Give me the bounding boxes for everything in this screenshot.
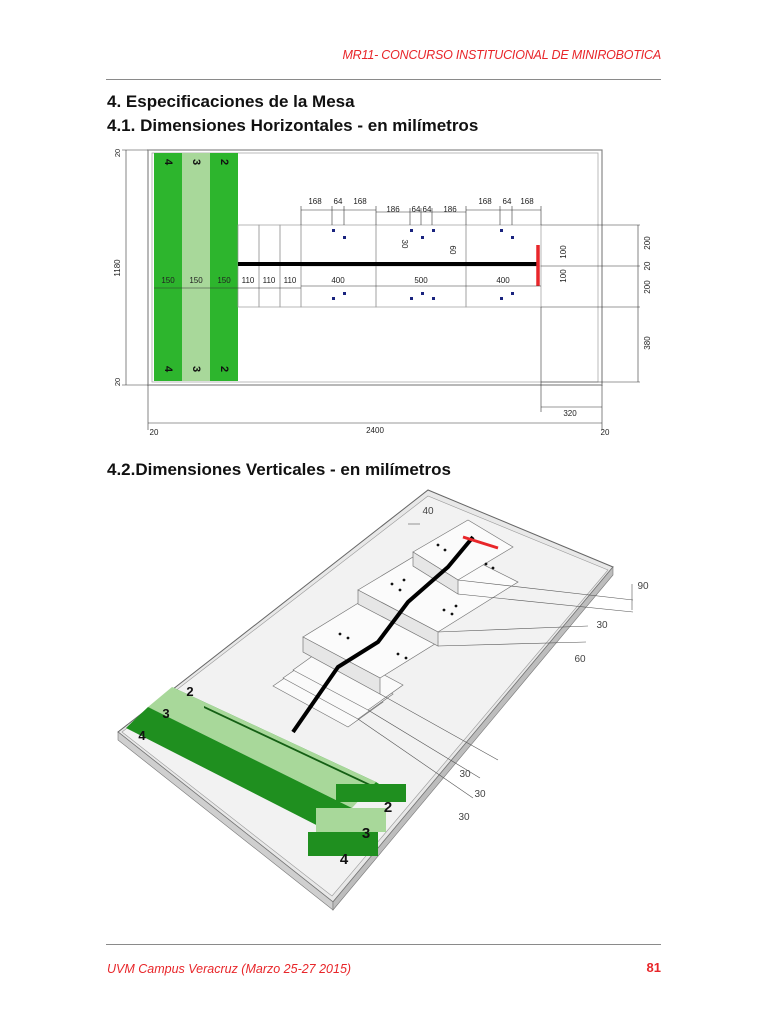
zone-label: 2 — [218, 365, 230, 373]
iso-zone-label: 4 — [138, 728, 146, 743]
dim-label: 2400 — [366, 426, 384, 435]
dim-label: 64 — [333, 197, 343, 206]
dim-label: 20 — [113, 148, 122, 158]
footer-rule — [106, 944, 661, 945]
dim-label: 500 — [414, 276, 428, 285]
left-dimension-lines — [122, 150, 148, 385]
iso-zone-3-front — [316, 808, 386, 832]
dim-label: 400 — [331, 276, 345, 285]
zone-label: 2 — [218, 158, 230, 166]
dim-label: 20 — [113, 377, 122, 387]
plan-diagram — [110, 140, 652, 440]
dim-label: 100 — [559, 245, 568, 259]
iso-dim-label: 40 — [422, 506, 434, 517]
iso-zone-2-front — [336, 784, 406, 802]
dim-label: 150 — [217, 276, 231, 285]
page-header — [0, 0, 768, 90]
zone-4 — [154, 153, 182, 381]
iso-dim-label: 60 — [574, 654, 586, 665]
iso-dim-label: 90 — [637, 581, 649, 592]
dim-label: 1180 — [113, 259, 122, 277]
header-rule — [106, 79, 661, 80]
isometric-diagram — [108, 482, 668, 912]
dim-label: 64 — [422, 205, 432, 214]
dim-label: 60 — [448, 245, 457, 255]
dim-label: 400 — [496, 276, 510, 285]
zone-label: 3 — [190, 365, 202, 373]
zone-label: 4 — [162, 158, 174, 166]
dim-label: 20 — [149, 428, 159, 437]
dim-label: 110 — [262, 276, 276, 285]
dim-label: 168 — [308, 197, 322, 206]
dim-label: 186 — [386, 205, 400, 214]
dim-label: 380 — [643, 336, 652, 350]
dim-label: 168 — [353, 197, 367, 206]
subsection-heading-vertical: 4.2.Dimensiones Verticales - en milímetros — [107, 460, 451, 479]
dim-label: 186 — [443, 205, 457, 214]
iso-dim-label: 30 — [474, 789, 486, 800]
dim-label: 100 — [559, 269, 568, 283]
dim-label: 64 — [411, 205, 421, 214]
iso-dim-label: 30 — [596, 620, 608, 631]
subsection-heading-horizontal: 4.1. Dimensiones Horizontales - en milímetros — [107, 116, 479, 135]
dim-label: 30 — [400, 239, 409, 249]
dim-label: 200 — [643, 236, 652, 250]
zone-2 — [210, 153, 238, 381]
footer-text: UVM Campus Veracruz (Marzo 25-27 2015) — [107, 962, 352, 976]
iso-zone-label: 2 — [186, 684, 194, 699]
dim-label: 320 — [563, 409, 577, 418]
dim-label: 20 — [643, 261, 652, 271]
dim-label: 110 — [283, 276, 297, 285]
iso-zone-label: 2 — [383, 799, 393, 816]
dim-label: 200 — [643, 280, 652, 294]
dim-label: 168 — [478, 197, 492, 206]
zone-label: 4 — [162, 365, 174, 373]
dim-label: 20 — [600, 428, 610, 437]
iso-zone-label: 4 — [339, 851, 349, 868]
dim-label: 110 — [241, 276, 255, 285]
page-number: 81 — [646, 960, 661, 975]
zone-label: 3 — [190, 158, 202, 166]
dim-label: 150 — [189, 276, 203, 285]
zone-3 — [182, 153, 210, 381]
dim-label: 168 — [520, 197, 534, 206]
dim-label: 64 — [502, 197, 512, 206]
bottom-dimension-lines — [148, 385, 602, 430]
iso-zone-label: 3 — [162, 706, 170, 721]
dim-label: 150 — [161, 276, 175, 285]
header-title: MR11- CONCURSO INSTITUCIONAL DE MINIROBOTICA — [342, 48, 661, 62]
iso-dim-label: 30 — [458, 812, 470, 823]
iso-zone-label: 3 — [361, 825, 371, 842]
iso-dim-label: 30 — [459, 769, 471, 780]
section-heading: 4. Especificaciones de la Mesa — [107, 92, 355, 111]
